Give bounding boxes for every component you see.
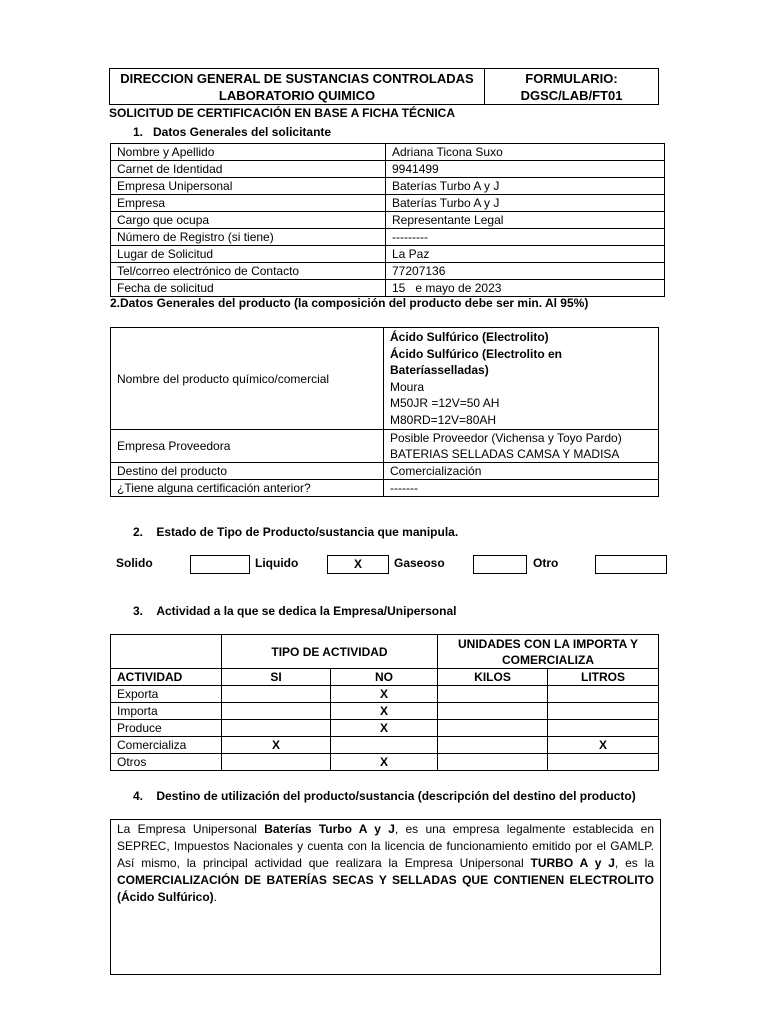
supplier-label: Empresa Proveedora: [111, 430, 384, 463]
applicant-field-value: Adriana Ticona Suxo: [386, 144, 665, 161]
section4-title: 4. Destino de utilización del producto/sustancia (descripción del destino del producto): [133, 789, 636, 803]
state-checkbox-gaseoso[interactable]: [473, 555, 527, 574]
product-name-value: [384, 328, 659, 430]
units-header: [438, 635, 659, 669]
header-table: [109, 68, 659, 105]
product-line: M50JR =12V=50 AH: [390, 396, 500, 410]
activity-cell-si: X: [222, 737, 331, 754]
form-code-cell: [485, 69, 659, 105]
activity-row: [111, 754, 659, 771]
applicant-field-value: ---------: [386, 229, 665, 246]
applicant-field-label: Nombre y Apellido: [111, 144, 386, 161]
activity-cell-litros: [548, 703, 659, 720]
destination-value: Comercialización: [384, 463, 659, 480]
applicant-row: [111, 212, 665, 229]
state-label-otro: Otro: [533, 556, 559, 570]
supplier-value: [384, 430, 659, 463]
supplier-line-1: Posible Proveedor (Vichensa y Toyo Pardo): [390, 431, 622, 445]
activity-cell-litros: X: [548, 737, 659, 754]
description-text: , es la: [614, 856, 654, 870]
applicant-field-value: 77207136: [386, 263, 665, 280]
applicant-field-value: Representante Legal: [386, 212, 665, 229]
activity-cell-kilos: [438, 754, 548, 771]
activity-cell-kilos: [438, 737, 548, 754]
activity-row: [111, 686, 659, 703]
activity-cell-actividad: Importa: [111, 703, 222, 720]
applicant-field-value: Baterías Turbo A y J: [386, 195, 665, 212]
applicant-field-value: 9941499: [386, 161, 665, 178]
certification-label: ¿Tiene alguna certificación anterior?: [111, 480, 384, 497]
form-line-1: FORMULARIO:: [525, 70, 618, 86]
state-checkbox-solido[interactable]: [190, 555, 250, 574]
activity-cell-actividad: Exporta: [111, 686, 222, 703]
state-section-title: 2. Estado de Tipo de Producto/sustancia que manipula.: [133, 525, 459, 539]
column-header-si: SI: [222, 669, 331, 686]
column-header-no: NO: [331, 669, 438, 686]
applicant-row: [111, 229, 665, 246]
destination-label: Destino del producto: [111, 463, 384, 480]
description-text: La Empresa Unipersonal: [117, 822, 265, 836]
description-activity: COMERCIALIZACIÓN DE BATERÍAS SECAS Y SELLADAS QUE CONTIENEN ELECTROLITO (Ácido Sulfúrico): [117, 873, 654, 904]
applicant-field-value: La Paz: [386, 246, 665, 263]
description-company-short: TURBO A y J: [530, 856, 615, 870]
product-name-label: Nombre del producto químico/comercial: [111, 328, 384, 430]
state-label-liquido: Liquido: [255, 556, 299, 570]
applicant-field-label: Empresa: [111, 195, 386, 212]
org-line-1: DIRECCION GENERAL DE SUSTANCIAS CONTROLADAS: [120, 70, 474, 86]
applicant-row: [111, 246, 665, 263]
destination-description-box: [110, 819, 661, 975]
org-name-cell: [110, 69, 485, 105]
form-line-2: DGSC/LAB/FT01: [520, 87, 623, 103]
activity-cell-actividad: Otros: [111, 754, 222, 771]
column-header-litros: LITROS: [548, 669, 659, 686]
description-text: , es una empresa legalmente establecida en SEPREC, Impuestos Nacionales y cuenta con la licencia de funcionamiento emitido por el GAMLP. Así mismo, la principal actividad que realizara la Empresa Unipersonal: [117, 822, 654, 870]
activity-cell-no: X: [331, 754, 438, 771]
supplier-line-2: BATERIAS SELLADAS CAMSA Y MADISA: [390, 447, 620, 461]
activity-cell-litros: [548, 720, 659, 737]
section3-title: 3. Actividad a la que se dedica la Empresa/Unipersonal: [133, 604, 457, 618]
activity-cell-litros: [548, 754, 659, 771]
applicant-row: [111, 195, 665, 212]
applicant-row: [111, 280, 665, 297]
state-checkbox-otro[interactable]: [595, 555, 667, 574]
activity-cell-no: [331, 737, 438, 754]
org-line-2: LABORATORIO QUIMICO: [218, 87, 376, 103]
activity-row: [111, 720, 659, 737]
document-title: SOLICITUD DE CERTIFICACIÓN EN BASE A FICHA TÉCNICA: [109, 106, 456, 120]
activity-cell-si: [222, 703, 331, 720]
applicant-row: [111, 178, 665, 195]
activity-cell-si: [222, 754, 331, 771]
product-table: [110, 327, 659, 497]
product-line: Moura: [390, 379, 425, 394]
activity-type-header: TIPO DE ACTIVIDAD: [222, 635, 438, 669]
applicant-field-value: Baterías Turbo A y J: [386, 178, 665, 195]
activity-row: [111, 737, 659, 754]
product-line: Ácido Sulfúrico (Electrolito en: [390, 346, 563, 361]
activity-cell-kilos: [438, 686, 548, 703]
section2-title: 2.Datos Generales del producto (la composición del producto debe ser min. Al 95%): [110, 296, 589, 310]
activity-cell-si: [222, 720, 331, 737]
applicant-field-value: 15 e mayo de 2023: [386, 280, 665, 297]
product-line: Ácido Sulfúrico (Electrolito): [390, 330, 549, 344]
applicant-table: [110, 143, 665, 297]
activity-cell-no: X: [331, 703, 438, 720]
applicant-field-label: Carnet de Identidad: [111, 161, 386, 178]
activity-cell-kilos: [438, 720, 548, 737]
state-checkbox-liquido[interactable]: X: [327, 555, 389, 574]
activity-cell-kilos: [438, 703, 548, 720]
activity-cell-no: X: [331, 686, 438, 703]
units-header-line-2: COMERCIALIZA: [502, 652, 594, 667]
column-header-actividad: ACTIVIDAD: [111, 669, 222, 686]
activity-cell-si: [222, 686, 331, 703]
description-company: Baterías Turbo A y J: [264, 822, 395, 836]
applicant-field-label: Fecha de solicitud: [111, 280, 386, 297]
applicant-field-label: Empresa Unipersonal: [111, 178, 386, 195]
applicant-row: [111, 263, 665, 280]
state-label-solido: Solido: [116, 556, 153, 570]
activity-row: [111, 703, 659, 720]
applicant-field-label: Lugar de Solicitud: [111, 246, 386, 263]
applicant-field-label: Cargo que ocupa: [111, 212, 386, 229]
state-label-gaseoso: Gaseoso: [394, 556, 445, 570]
activity-header-empty: [111, 635, 222, 669]
description-text: .: [213, 890, 218, 904]
product-line: M80RD=12V=80AH: [390, 412, 497, 427]
activity-cell-litros: [548, 686, 659, 703]
applicant-row: [111, 161, 665, 178]
applicant-field-label: Tel/correo electrónico de Contacto: [111, 263, 386, 280]
product-line: Bateríasselladas): [390, 363, 489, 377]
activity-cell-actividad: Produce: [111, 720, 222, 737]
activity-cell-no: X: [331, 720, 438, 737]
section1-title: 1. Datos Generales del solicitante: [133, 125, 332, 139]
column-header-kilos: KILOS: [438, 669, 548, 686]
activity-cell-actividad: Comercializa: [111, 737, 222, 754]
certification-value: -------: [384, 480, 659, 497]
activity-table: [110, 634, 659, 771]
units-header-line-1: UNIDADES CON LA IMPORTA Y: [457, 636, 638, 651]
applicant-field-label: Número de Registro (si tiene): [111, 229, 386, 246]
applicant-row: [111, 144, 665, 161]
